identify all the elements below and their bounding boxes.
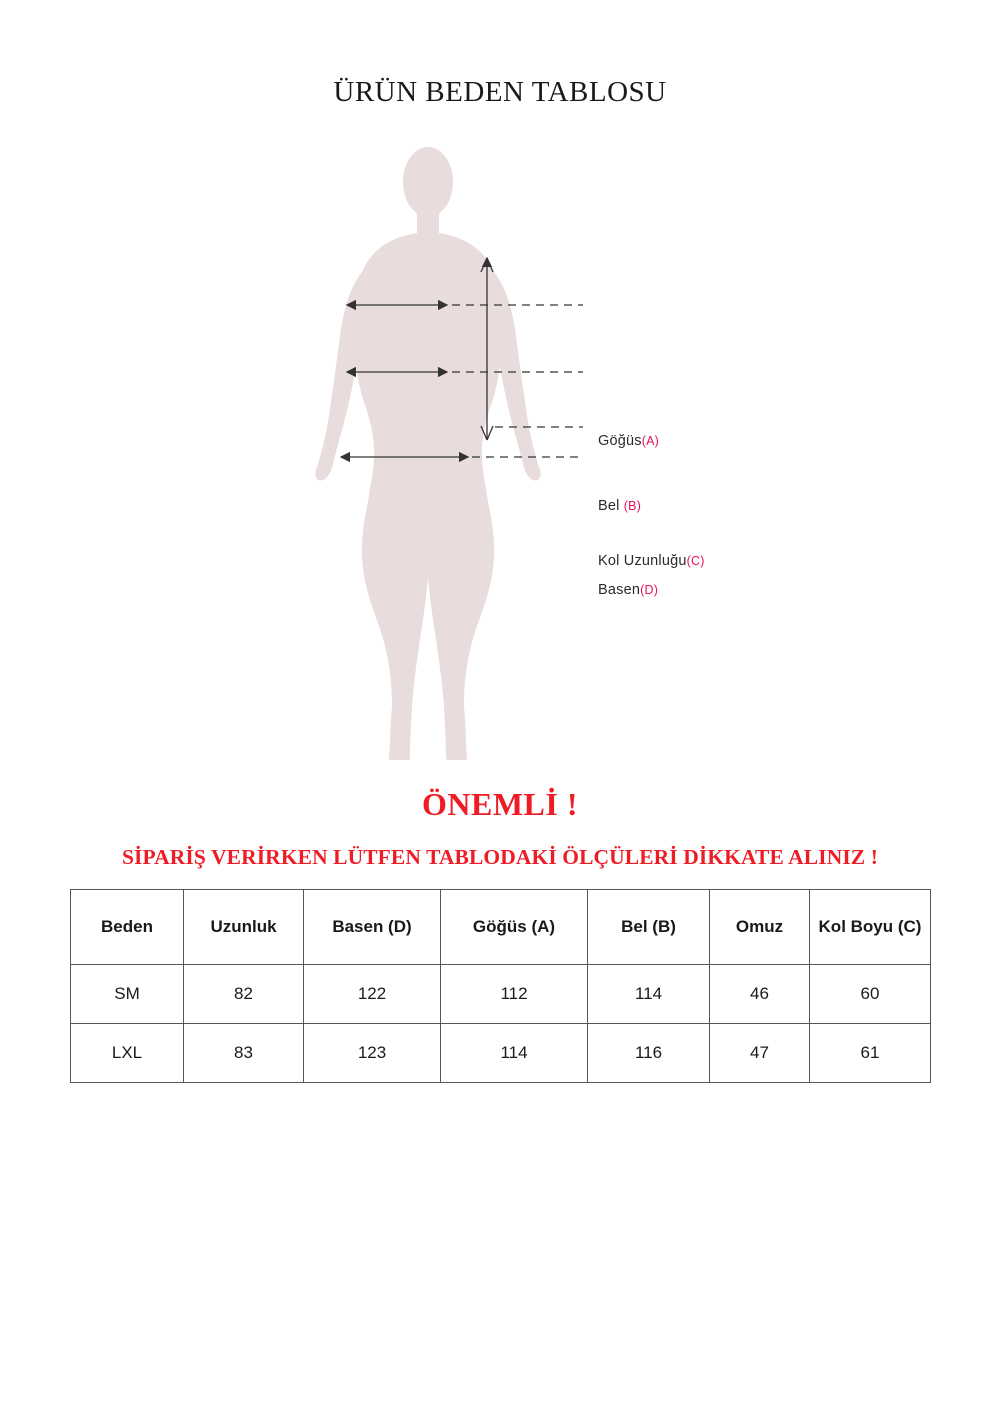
important-headline: ÖNEMLİ ! bbox=[422, 786, 578, 822]
label-basen-code: (D) bbox=[640, 583, 659, 597]
size-table bbox=[70, 889, 931, 1083]
header-uzunluk: Uzunluk bbox=[184, 890, 304, 965]
label-gogus-text: Göğüs bbox=[598, 433, 642, 449]
important-subline: SİPARİŞ VERİRKEN LÜTFEN TABLODAKİ ÖLÇÜLERİ DİKKATE ALINIZ ! bbox=[122, 845, 878, 869]
table-header-row bbox=[71, 890, 931, 965]
measurement-lines bbox=[0, 135, 1000, 760]
cell-bel: 114 bbox=[588, 965, 710, 1024]
header-basen: Basen (D) bbox=[304, 890, 441, 965]
cell-basen: 123 bbox=[304, 1024, 441, 1083]
cell-beden: LXL bbox=[71, 1024, 184, 1083]
header-bel: Bel (B) bbox=[588, 890, 710, 965]
cell-bel: 116 bbox=[588, 1024, 710, 1083]
cell-uzunluk: 82 bbox=[184, 965, 304, 1024]
label-kol-uzunlugu bbox=[598, 553, 705, 569]
label-basen bbox=[598, 582, 658, 598]
cell-gogus: 114 bbox=[441, 1024, 588, 1083]
cell-kol-boyu: 60 bbox=[810, 965, 931, 1024]
table-row bbox=[71, 965, 931, 1024]
table-row bbox=[71, 1024, 931, 1083]
cell-omuz: 46 bbox=[710, 965, 810, 1024]
label-bel-code: (B) bbox=[623, 499, 642, 513]
cell-basen: 122 bbox=[304, 965, 441, 1024]
label-bel bbox=[598, 498, 641, 514]
cell-kol-boyu: 61 bbox=[810, 1024, 931, 1083]
cell-omuz: 47 bbox=[710, 1024, 810, 1083]
page-title: ÜRÜN BEDEN TABLOSU bbox=[333, 76, 667, 108]
label-kol-code: (C) bbox=[686, 554, 705, 568]
label-gogus bbox=[598, 433, 659, 449]
label-gogus-code: (A) bbox=[641, 434, 659, 448]
cell-uzunluk: 83 bbox=[184, 1024, 304, 1083]
cell-beden: SM bbox=[71, 965, 184, 1024]
header-beden: Beden bbox=[71, 890, 184, 965]
cell-gogus: 112 bbox=[441, 965, 588, 1024]
header-omuz: Omuz bbox=[710, 890, 810, 965]
label-kol-text: Kol Uzunluğu bbox=[598, 553, 687, 569]
label-bel-text: Bel bbox=[598, 498, 624, 514]
measurement-figure bbox=[0, 135, 1000, 760]
label-basen-text: Basen bbox=[598, 582, 641, 598]
header-gogus: Göğüs (A) bbox=[441, 890, 588, 965]
header-kol-boyu: Kol Boyu (C) bbox=[810, 890, 931, 965]
